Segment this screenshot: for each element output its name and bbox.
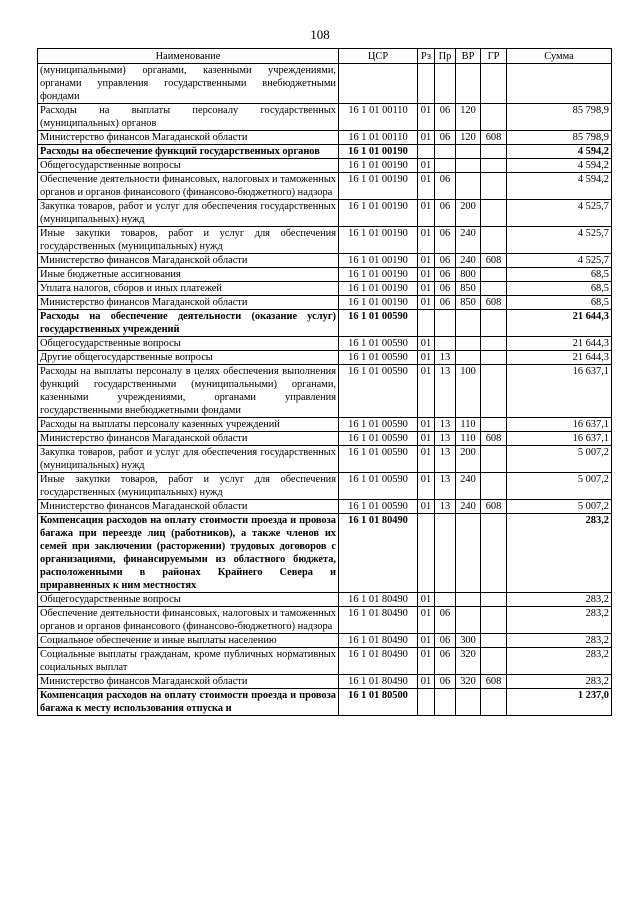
cell-sum: 4 594,2 <box>507 173 612 200</box>
cell-vr: 240 <box>456 473 481 500</box>
cell-pr: 13 <box>435 418 456 432</box>
cell-vr <box>456 145 481 159</box>
cell-csr: 16 1 01 00190 <box>339 254 418 268</box>
cell-sum: 5 007,2 <box>507 446 612 473</box>
cell-csr: 16 1 01 00190 <box>339 227 418 254</box>
table-row <box>38 446 612 473</box>
cell-gr <box>481 145 507 159</box>
column-header-csr: ЦСР <box>339 49 418 64</box>
cell-rz: 01 <box>418 159 435 173</box>
table-row <box>38 500 612 514</box>
cell-rz <box>418 145 435 159</box>
cell-csr: 16 1 01 00590 <box>339 473 418 500</box>
cell-name: Расходы на выплаты персоналу государственных (муниципальных) органов <box>38 104 339 131</box>
cell-vr: 120 <box>456 131 481 145</box>
cell-sum: 16 637,1 <box>507 365 612 418</box>
cell-gr <box>481 607 507 634</box>
table-row <box>38 268 612 282</box>
cell-pr: 06 <box>435 634 456 648</box>
cell-csr <box>339 64 418 104</box>
cell-gr <box>481 104 507 131</box>
table-row <box>38 337 612 351</box>
cell-name: Иные закупки товаров, работ и услуг для обеспечения государственных (муниципальных) нужд <box>38 227 339 254</box>
cell-pr <box>435 593 456 607</box>
cell-name: Общегосударственные вопросы <box>38 593 339 607</box>
cell-sum: 4 525,7 <box>507 227 612 254</box>
cell-csr: 16 1 01 80490 <box>339 607 418 634</box>
cell-gr <box>481 200 507 227</box>
cell-sum: 283,2 <box>507 607 612 634</box>
cell-rz: 01 <box>418 227 435 254</box>
cell-csr: 16 1 01 00110 <box>339 104 418 131</box>
cell-sum: 5 007,2 <box>507 473 612 500</box>
cell-vr: 850 <box>456 282 481 296</box>
table-row <box>38 64 612 104</box>
budget-table <box>37 48 612 716</box>
cell-gr <box>481 473 507 500</box>
cell-csr: 16 1 01 00190 <box>339 159 418 173</box>
cell-name: Расходы на выплаты персоналу в целях обеспечения выполнения функций государственными (муниципальными) органами, казенными учреждениями, органами управления государственными внебюджетными фондами <box>38 365 339 418</box>
cell-vr <box>456 337 481 351</box>
table-row <box>38 173 612 200</box>
table-header-row <box>38 49 612 64</box>
cell-rz: 01 <box>418 446 435 473</box>
cell-pr: 06 <box>435 282 456 296</box>
cell-pr: 06 <box>435 268 456 282</box>
cell-gr: 608 <box>481 296 507 310</box>
cell-rz: 01 <box>418 675 435 689</box>
cell-pr: 13 <box>435 365 456 418</box>
table-row <box>38 159 612 173</box>
cell-rz: 01 <box>418 337 435 351</box>
cell-vr: 120 <box>456 104 481 131</box>
cell-pr: 06 <box>435 675 456 689</box>
cell-gr <box>481 446 507 473</box>
cell-gr <box>481 337 507 351</box>
cell-pr: 06 <box>435 648 456 675</box>
cell-rz: 01 <box>418 432 435 446</box>
cell-pr: 13 <box>435 351 456 365</box>
cell-csr: 16 1 01 00590 <box>339 351 418 365</box>
cell-name: Министерство финансов Магаданской области <box>38 131 339 145</box>
cell-csr: 16 1 01 80490 <box>339 593 418 607</box>
cell-name: Общегосударственные вопросы <box>38 337 339 351</box>
cell-sum: 283,2 <box>507 634 612 648</box>
cell-vr: 110 <box>456 418 481 432</box>
cell-name: Компенсация расходов на оплату стоимости проезда и провоза багажа при переезде лиц (работников), а также членов их семей при заключении (расторжении) трудовых договоров с организациями, финансируемыми из областного бюджета, расположенными в районах Крайнего Севера и приравненных к ним местностях <box>38 514 339 593</box>
cell-gr: 608 <box>481 675 507 689</box>
cell-vr <box>456 689 481 716</box>
column-header-gr: ГР <box>481 49 507 64</box>
cell-pr <box>435 64 456 104</box>
cell-vr <box>456 310 481 337</box>
cell-rz: 01 <box>418 282 435 296</box>
cell-gr <box>481 418 507 432</box>
table-row <box>38 282 612 296</box>
cell-rz: 01 <box>418 200 435 227</box>
cell-name: Закупка товаров, работ и услуг для обеспечения государственных (муниципальных) нужд <box>38 200 339 227</box>
cell-name: Расходы на выплаты персоналу казенных учреждений <box>38 418 339 432</box>
cell-vr: 200 <box>456 200 481 227</box>
cell-gr <box>481 268 507 282</box>
cell-sum: 21 644,3 <box>507 337 612 351</box>
cell-gr <box>481 159 507 173</box>
cell-name: Компенсация расходов на оплату стоимости проезда и провоза багажа к месту использования отпуска и <box>38 689 339 716</box>
cell-rz: 01 <box>418 254 435 268</box>
cell-csr: 16 1 01 00110 <box>339 131 418 145</box>
cell-vr <box>456 514 481 593</box>
cell-gr: 608 <box>481 500 507 514</box>
cell-pr: 06 <box>435 296 456 310</box>
cell-rz: 01 <box>418 296 435 310</box>
cell-pr: 06 <box>435 131 456 145</box>
cell-gr <box>481 64 507 104</box>
cell-rz <box>418 310 435 337</box>
cell-name: Расходы на обеспечение функций государственных органов <box>38 145 339 159</box>
cell-vr <box>456 593 481 607</box>
cell-vr: 100 <box>456 365 481 418</box>
cell-name: Обеспечение деятельности финансовых, налоговых и таможенных органов и органов финансового (финансово-бюджетного) надзора <box>38 173 339 200</box>
cell-name: Общегосударственные вопросы <box>38 159 339 173</box>
cell-sum: 21 644,3 <box>507 310 612 337</box>
cell-pr: 06 <box>435 227 456 254</box>
table-row <box>38 432 612 446</box>
cell-name: Иные бюджетные ассигнования <box>38 268 339 282</box>
cell-csr: 16 1 01 00190 <box>339 200 418 227</box>
table-row <box>38 296 612 310</box>
cell-vr: 800 <box>456 268 481 282</box>
cell-csr: 16 1 01 00190 <box>339 282 418 296</box>
cell-vr <box>456 607 481 634</box>
cell-gr <box>481 648 507 675</box>
cell-csr: 16 1 01 00590 <box>339 337 418 351</box>
cell-gr: 608 <box>481 432 507 446</box>
cell-sum: 283,2 <box>507 648 612 675</box>
cell-name: Уплата налогов, сборов и иных платежей <box>38 282 339 296</box>
cell-name: Расходы на обеспечение деятельности (оказание услуг) государственных учреждений <box>38 310 339 337</box>
cell-sum: 68,5 <box>507 282 612 296</box>
table-row <box>38 145 612 159</box>
cell-vr: 850 <box>456 296 481 310</box>
table-row <box>38 351 612 365</box>
cell-name: Закупка товаров, работ и услуг для обеспечения государственных (муниципальных) нужд <box>38 446 339 473</box>
cell-gr <box>481 282 507 296</box>
cell-gr: 608 <box>481 254 507 268</box>
cell-rz: 01 <box>418 131 435 145</box>
cell-vr <box>456 173 481 200</box>
cell-pr: 13 <box>435 500 456 514</box>
cell-csr: 16 1 01 80490 <box>339 648 418 675</box>
cell-csr: 16 1 01 00590 <box>339 365 418 418</box>
cell-csr: 16 1 01 00590 <box>339 418 418 432</box>
cell-pr: 06 <box>435 173 456 200</box>
cell-gr <box>481 310 507 337</box>
cell-csr: 16 1 01 80490 <box>339 514 418 593</box>
cell-rz: 01 <box>418 634 435 648</box>
cell-pr: 06 <box>435 200 456 227</box>
cell-rz: 01 <box>418 268 435 282</box>
cell-csr: 16 1 01 00590 <box>339 446 418 473</box>
table-row <box>38 648 612 675</box>
table-body <box>38 64 612 716</box>
cell-csr: 16 1 01 00190 <box>339 296 418 310</box>
cell-rz: 01 <box>418 104 435 131</box>
table-row <box>38 310 612 337</box>
cell-sum: 283,2 <box>507 593 612 607</box>
cell-sum: 16 637,1 <box>507 418 612 432</box>
cell-name: Министерство финансов Магаданской области <box>38 296 339 310</box>
cell-vr: 200 <box>456 446 481 473</box>
cell-pr <box>435 145 456 159</box>
cell-rz: 01 <box>418 473 435 500</box>
cell-rz: 01 <box>418 418 435 432</box>
table-row <box>38 593 612 607</box>
cell-vr <box>456 159 481 173</box>
cell-vr: 240 <box>456 500 481 514</box>
table-row <box>38 689 612 716</box>
cell-sum: 68,5 <box>507 296 612 310</box>
cell-gr <box>481 173 507 200</box>
table-row <box>38 634 612 648</box>
cell-rz: 01 <box>418 593 435 607</box>
cell-csr: 16 1 01 00190 <box>339 268 418 282</box>
cell-sum: 85 798,9 <box>507 104 612 131</box>
cell-vr: 110 <box>456 432 481 446</box>
cell-pr <box>435 159 456 173</box>
cell-name: Социальное обеспечение и иные выплаты населению <box>38 634 339 648</box>
cell-rz: 01 <box>418 351 435 365</box>
cell-sum <box>507 64 612 104</box>
table-row <box>38 200 612 227</box>
cell-sum: 85 798,9 <box>507 131 612 145</box>
cell-csr: 16 1 01 00590 <box>339 500 418 514</box>
cell-csr: 16 1 01 00190 <box>339 173 418 200</box>
cell-sum: 1 237,0 <box>507 689 612 716</box>
cell-gr <box>481 593 507 607</box>
cell-rz <box>418 64 435 104</box>
cell-name: Иные закупки товаров, работ и услуг для обеспечения государственных (муниципальных) нужд <box>38 473 339 500</box>
column-header-name: Наименование <box>38 49 339 64</box>
cell-sum: 4 525,7 <box>507 200 612 227</box>
table-row <box>38 675 612 689</box>
cell-sum: 4 594,2 <box>507 145 612 159</box>
cell-sum: 4 525,7 <box>507 254 612 268</box>
cell-name: Министерство финансов Магаданской области <box>38 675 339 689</box>
column-header-vr: ВР <box>456 49 481 64</box>
cell-pr: 06 <box>435 607 456 634</box>
cell-gr <box>481 634 507 648</box>
cell-name: Министерство финансов Магаданской области <box>38 500 339 514</box>
cell-rz: 01 <box>418 173 435 200</box>
cell-sum: 5 007,2 <box>507 500 612 514</box>
cell-csr: 16 1 01 00590 <box>339 310 418 337</box>
cell-sum: 68,5 <box>507 268 612 282</box>
cell-rz: 01 <box>418 648 435 675</box>
table-row <box>38 418 612 432</box>
cell-csr: 16 1 01 00590 <box>339 432 418 446</box>
page-number: 108 <box>310 27 330 42</box>
cell-name: Социальные выплаты гражданам, кроме публичных нормативных социальных выплат <box>38 648 339 675</box>
cell-rz <box>418 689 435 716</box>
cell-name: (муниципальными) органами, казенными учреждениями, органами управления государственными внебюджетными фондами <box>38 64 339 104</box>
column-header-pr: Пр <box>435 49 456 64</box>
table-row <box>38 227 612 254</box>
cell-rz <box>418 514 435 593</box>
cell-rz: 01 <box>418 365 435 418</box>
cell-pr <box>435 310 456 337</box>
cell-pr <box>435 514 456 593</box>
cell-pr <box>435 337 456 351</box>
table-row <box>38 365 612 418</box>
cell-csr: 16 1 01 80490 <box>339 634 418 648</box>
cell-gr: 608 <box>481 131 507 145</box>
cell-name: Министерство финансов Магаданской области <box>38 432 339 446</box>
cell-csr: 16 1 01 00190 <box>339 145 418 159</box>
cell-gr <box>481 514 507 593</box>
cell-vr: 320 <box>456 675 481 689</box>
cell-rz: 01 <box>418 500 435 514</box>
cell-csr: 16 1 01 80500 <box>339 689 418 716</box>
table-row <box>38 131 612 145</box>
column-header-sum: Сумма <box>507 49 612 64</box>
cell-vr: 240 <box>456 254 481 268</box>
cell-sum: 4 594,2 <box>507 159 612 173</box>
cell-gr <box>481 351 507 365</box>
cell-csr: 16 1 01 80490 <box>339 675 418 689</box>
cell-vr: 320 <box>456 648 481 675</box>
table-row <box>38 473 612 500</box>
cell-pr: 06 <box>435 254 456 268</box>
table-row <box>38 254 612 268</box>
cell-name: Другие общегосударственные вопросы <box>38 351 339 365</box>
cell-sum: 21 644,3 <box>507 351 612 365</box>
cell-vr: 240 <box>456 227 481 254</box>
cell-gr <box>481 227 507 254</box>
cell-pr: 13 <box>435 446 456 473</box>
cell-name: Министерство финансов Магаданской области <box>38 254 339 268</box>
table-row <box>38 514 612 593</box>
table-row <box>38 607 612 634</box>
cell-gr <box>481 365 507 418</box>
cell-gr <box>481 689 507 716</box>
cell-name: Обеспечение деятельности финансовых, налоговых и таможенных органов и органов финансового (финансово-бюджетного) надзора <box>38 607 339 634</box>
cell-sum: 16 637,1 <box>507 432 612 446</box>
cell-pr <box>435 689 456 716</box>
cell-vr: 300 <box>456 634 481 648</box>
table-row <box>38 104 612 131</box>
cell-rz: 01 <box>418 607 435 634</box>
cell-sum: 283,2 <box>507 514 612 593</box>
cell-vr <box>456 351 481 365</box>
cell-pr: 13 <box>435 473 456 500</box>
cell-vr <box>456 64 481 104</box>
cell-pr: 06 <box>435 104 456 131</box>
cell-pr: 13 <box>435 432 456 446</box>
cell-sum: 283,2 <box>507 675 612 689</box>
column-header-rz: Рз <box>418 49 435 64</box>
